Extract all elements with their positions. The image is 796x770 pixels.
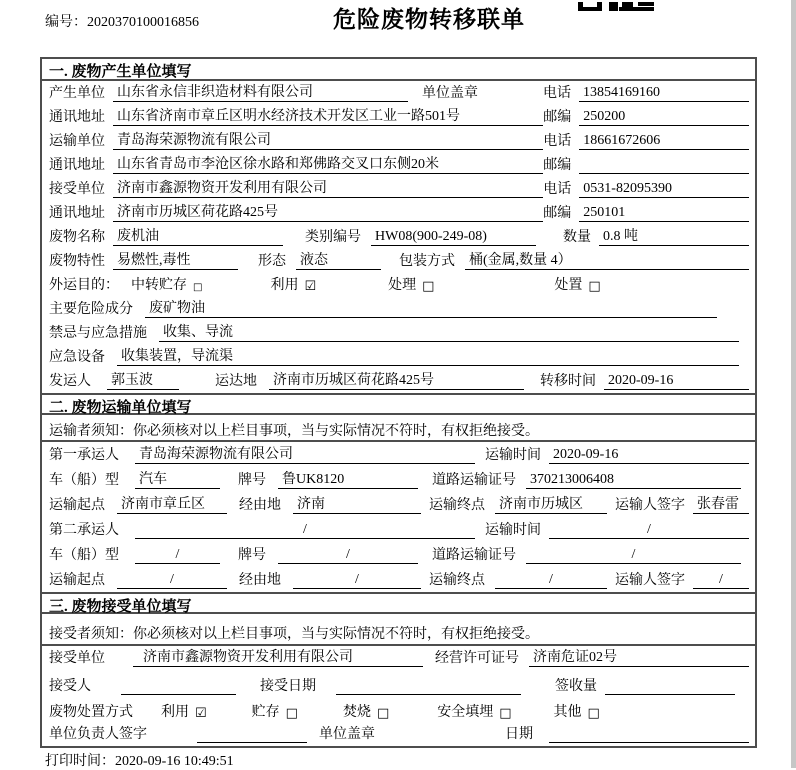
responsible-sign-value [197,742,307,743]
receiver-address-value: 济南市历城区荷花路425号 [113,204,543,222]
section-1-header: 一. 废物产生单位填写 [42,59,755,81]
first-carrier-value: 青岛海荣源物流有限公司 [135,446,475,464]
hazard-component-value: 废矿物油 [145,300,717,318]
plate-2-label: 牌号 [238,548,266,563]
emergency-equipment-value: 收集装置，导流渠 [117,348,739,366]
qr-code-fragment [578,0,654,16]
transport-time-1-value: 2020-09-16 [549,446,749,464]
route-start-2-label: 运输起点 [49,573,105,588]
plate-1-label: 牌号 [238,473,266,488]
section-2-header: 二. 废物运输单位填写 [42,393,755,415]
vehicle-type-2-label: 车（船）型 [49,548,119,563]
disposal-option-landfill: 安全填埋 [437,705,494,720]
purpose-option-utilize: 利用 [270,278,299,293]
serial-value: 2020370100016856 [87,15,199,30]
purpose-row [42,273,755,297]
waste-property-label: 废物特性 [49,254,105,269]
waste-form-label: 形态 [258,254,286,269]
waste-code-label: 类别编号 [305,230,361,245]
hazard-component-row [42,297,755,321]
disposal-option-utilize: 利用 [161,705,189,720]
route-1-row [42,492,755,517]
vehicle-type-1-value: 汽车 [135,471,220,489]
transfer-time-label: 转移时间 [540,374,596,389]
disposal-method-row [42,698,755,724]
road-permit-1-value: 370213006408 [526,471,741,489]
vehicle-type-1-label: 车（船）型 [49,473,119,488]
dispose-checkbox: □ [588,279,601,294]
responsible-sign-row [42,724,755,746]
waste-qty-value: 0.8 吨 [599,228,749,246]
receiving-unit-value: 济南市鑫源物资开发利用有限公司 [133,649,423,667]
hazard-component-label: 主要危险成分 [49,302,133,317]
purpose-option-dispose: 处置 [554,278,583,293]
producer-phone-value: 13854169160 [579,84,749,102]
section-3-header: 三. 废物接受单位填写 [42,592,755,614]
receiver-address-label: 通讯地址 [49,206,105,221]
transporter-value: 青岛海荣源物流有限公司 [113,132,543,150]
receiving-unit-row [42,646,755,670]
section-transporter [42,393,755,592]
road-permit-2-value: / [526,546,741,564]
receive-date-label: 日期 [505,727,533,742]
route-end-1-label: 运输终点 [429,498,485,513]
disposal-method-label: 废物处置方式 [49,705,133,720]
receiver-address-row [42,201,755,225]
disposal-option-other: 其他 [553,705,582,720]
receiver-zip-label: 邮编 [543,206,572,221]
waste-name-row [42,225,755,249]
plate-1-value: 鲁UK8120 [278,471,418,489]
carrier-sign-1-label: 运输人签字 [615,498,685,513]
transporter-notice: 运输者须知：你必须核对以上栏目事项，当与实际情况不符时，有权拒绝接受。 [42,415,755,442]
transfer-storage-checkbox: □ [193,282,203,293]
purpose-label: 外运目的： [49,278,119,293]
transporter-address-value: 山东省青岛市李沧区徐水路和郑佛路交叉口东侧20米 [113,156,543,174]
producer-zip-value: 250200 [579,108,749,126]
accept-date-label: 接受日期 [260,679,316,694]
acceptor-row [42,670,755,698]
emergency-equipment-row [42,345,755,369]
taboo-measures-label: 禁忌与应急措施 [49,326,147,341]
receiver-label: 接受单位 [49,182,105,197]
section-producer [42,59,755,393]
carrier-sign-2-value: / [693,571,749,589]
destination-label: 运达地 [215,374,257,389]
accept-date-value [336,694,521,695]
second-carrier-value: / [135,521,475,539]
transfer-time-value: 2020-09-16 [604,372,749,390]
disposal-option-store: 贮存 [251,705,280,720]
waste-property-value: 易燃性,毒性 [113,252,238,270]
receipt-qty-label: 签收量 [555,679,597,694]
transporter-phone-value: 18661672606 [579,132,749,150]
receiver-notice: 接受者须知：你必须核对以上栏目事项，当与实际情况不符时，有权拒绝接受。 [42,614,755,646]
purpose-option-treat: 处理 [388,278,417,293]
route-start-1-value: 济南市章丘区 [117,496,227,514]
unit-stamp-label: 单位盖章 [422,86,478,101]
receiver-phone-value: 0531-82095390 [579,180,749,198]
waste-name-label: 废物名称 [49,230,105,245]
producer-value: 山东省永信非织造材料有限公司 [113,84,408,102]
route-end-2-label: 运输终点 [429,573,485,588]
disposal-other-checkbox: □ [587,706,600,721]
print-time-label: 打印时间： [45,754,115,769]
destination-value: 济南市历城区荷花路425号 [269,372,524,390]
transporter-address-label: 通讯地址 [49,158,105,173]
consignor-row [42,369,755,393]
waste-code-value: HW08(900-249-08) [371,228,536,246]
route-via-2-value: / [293,571,421,589]
transporter-zip-value [579,173,749,174]
producer-address-label: 通讯地址 [49,110,105,125]
receipt-qty-value [605,694,735,695]
serial-number [45,11,199,31]
transport-time-2-value: / [549,521,749,539]
first-carrier-label: 第一承运人 [49,448,119,463]
transporter-zip-label: 邮编 [543,158,572,173]
taboo-measures-row [42,321,755,345]
transporter-address-row [42,153,755,177]
license-value: 济南危证02号 [529,649,749,667]
producer-address-row [42,105,755,129]
packing-value: 桶(金属,数量 4） [465,252,749,270]
waste-form-value: 液态 [296,252,381,270]
consignor-label: 发运人 [49,374,91,389]
transport-time-1-label: 运输时间 [485,448,541,463]
route-via-2-label: 经由地 [239,573,281,588]
second-carrier-row [42,517,755,542]
carrier-sign-2-label: 运输人签字 [615,573,685,588]
transport-time-2-label: 运输时间 [485,523,541,538]
disposal-landfill-checkbox: □ [499,706,512,721]
print-time-value: 2020-09-16 10:49:51 [115,754,234,769]
serial-label: 编号： [45,15,87,30]
road-permit-2-label: 道路运输证号 [432,548,516,563]
waste-property-row [42,249,755,273]
route-2-row [42,567,755,592]
producer-label: 产生单位 [49,86,105,101]
page-edge-strip [791,0,796,768]
transporter-row [42,129,755,153]
acceptor-label: 接受人 [49,679,91,694]
route-via-1-label: 经由地 [239,498,281,513]
manifest-table [40,57,757,748]
receiver-zip-value: 250101 [579,204,749,222]
disposal-option-incinerate: 焚烧 [342,705,371,720]
disposal-store-checkbox: □ [285,706,298,721]
responsible-sign-label: 单位负责人签字 [49,727,147,742]
receiver-row [42,177,755,201]
route-start-1-label: 运输起点 [49,498,105,513]
form-title: 危险废物转移联单 [333,7,525,32]
producer-zip-label: 邮编 [543,110,572,125]
license-label: 经营许可证号 [435,651,519,666]
vehicle-1-row [42,467,755,492]
transporter-label: 运输单位 [49,134,105,149]
route-end-2-value: / [495,571,607,589]
print-time [45,750,234,770]
producer-phone-label: 电话 [543,86,571,101]
carrier-sign-1-value: 张春雷 [693,496,749,514]
receiver-value: 济南市鑫源物资开发利用有限公司 [113,180,543,198]
packing-label: 包装方式 [399,254,455,269]
producer-row [42,81,755,105]
taboo-measures-value: 收集、导流 [159,324,739,342]
route-via-1-value: 济南 [293,496,421,514]
waste-name-value: 废机油 [113,228,283,246]
receiver-stamp-label: 单位盖章 [319,727,375,742]
route-start-2-value: / [117,571,227,589]
vehicle-2-row [42,542,755,567]
purpose-option-transfer-storage: 中转贮存 [131,278,187,293]
vehicle-type-2-value: / [135,546,220,564]
producer-address-value: 山东省济南市章丘区明水经济技术开发区工业一路501号 [113,108,543,126]
acceptor-value [121,694,236,695]
disposal-utilize-checkbox-checked: ☑ [195,706,207,721]
section-receiver [42,592,755,746]
disposal-incinerate-checkbox: □ [376,706,390,721]
second-carrier-label: 第二承运人 [49,523,119,538]
route-end-1-value: 济南市历城区 [495,496,607,514]
receiving-unit-label: 接受单位 [49,651,105,666]
utilize-checkbox-checked: ☑ [304,279,317,294]
transporter-phone-label: 电话 [543,134,572,149]
treat-checkbox: □ [422,279,435,294]
receive-date-value [549,742,749,743]
first-carrier-row [42,442,755,467]
plate-2-value: / [278,546,418,564]
waste-qty-label: 数量 [563,230,591,245]
road-permit-1-label: 道路运输证号 [432,473,516,488]
receiver-phone-label: 电话 [543,182,572,197]
consignor-value: 郭玉波 [107,372,179,390]
emergency-equipment-label: 应急设备 [49,350,105,365]
